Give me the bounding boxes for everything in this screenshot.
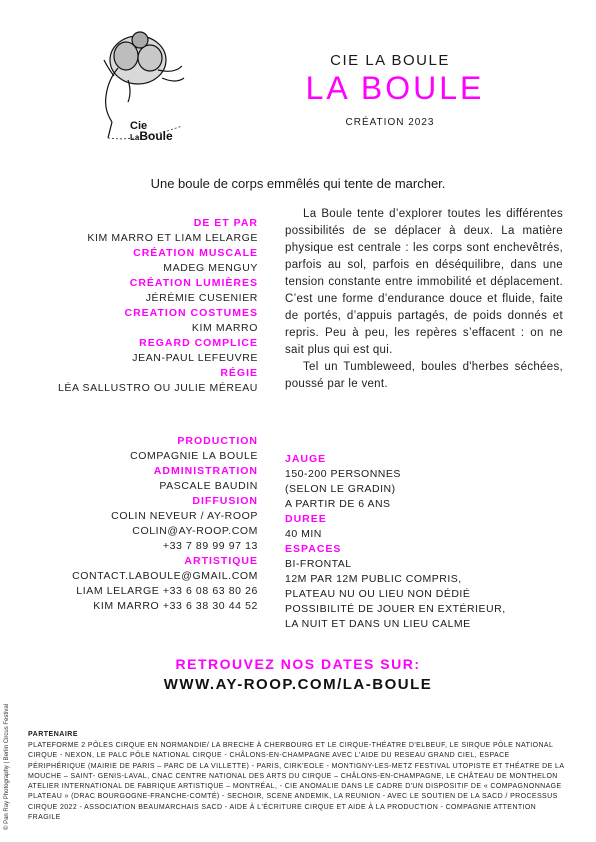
logo-wordmark — [130, 121, 173, 143]
credit-phone: KIM MARRO +33 6 38 30 44 52 — [93, 600, 258, 612]
info-line: POSSIBILITÉ DE JOUER EN EXTÉRIEUR, — [285, 603, 506, 615]
credit-name: MADEG MENGUY — [163, 262, 258, 274]
info-line: 40 MIN — [285, 528, 322, 540]
dates-heading: RETROUVEZ NOS DATES SUR: — [175, 656, 421, 672]
description-paragraph: La Boule tente d’explorer toutes les différentes possibilités de se déplacer à deux. La matière physique est centrale : les corps sont enchevêtrés, parfois au sol, parfois en déséquilibre, dans une tension constante entre immobilité et déplacement. C’est une forme d’endurance douce et fluide, faite de portés, d’appuis partagés, de poids donnés et repris. Peu à peu, les repères s’effacent : on ne sait plus qui est qui. — [285, 208, 563, 356]
photo-credit: © Pan Ray Photography | Berlin Circus Festival — [4, 703, 10, 830]
description-paragraph: Tel un Tumbleweed, boules d'herbes séchées, poussé par le vent. — [285, 361, 563, 390]
info-label: ESPACES — [285, 543, 342, 555]
info-line: BI-FRONTAL — [285, 558, 352, 570]
credits-artistic — [20, 216, 258, 396]
info-line: 12M PAR 12M PUBLIC COMPRIS, — [285, 573, 462, 585]
info-line: A PARTIR DE 6 ANS — [285, 498, 391, 510]
credit-name: LÉA SALLUSTRO OU JULIE MÉREAU — [57, 382, 258, 394]
company-name: CIE LA BOULE — [330, 52, 450, 69]
info-line: LA NUIT ET DANS UN LIEU CALME — [285, 618, 471, 630]
credit-role: PRODUCTION — [177, 435, 258, 447]
credit-role: RÉGIE — [220, 367, 258, 379]
logo-cie: Cie — [130, 120, 148, 132]
info-label: JAUGE — [285, 453, 327, 465]
credit-name: COLIN NEVEUR / AY-ROOP — [111, 510, 258, 522]
credit-email[interactable]: CONTACT.LABOULE@GMAIL.COM — [72, 570, 258, 582]
logo-boule: Boule — [139, 129, 173, 143]
credit-name: KIM MARRO — [191, 322, 258, 334]
credit-name: JEAN-PAUL LEFEUVRE — [132, 352, 258, 364]
credit-role: REGARD COMPLICE — [139, 337, 258, 349]
credit-role: ADMINISTRATION — [153, 465, 258, 477]
credit-role: DIFFUSION — [192, 495, 258, 507]
credit-role: CRÉATION LUMIÈRES — [129, 277, 258, 289]
partner-heading: PARTENAIRE — [28, 731, 78, 738]
credit-role: CREATION COSTUMES — [124, 307, 258, 319]
credit-email[interactable]: COLIN@AY-ROOP.COM — [132, 525, 258, 537]
credit-name: KIM MARRO ET LIAM LELARGE — [87, 232, 258, 244]
credit-role: CRÉATION MUSCALE — [133, 247, 258, 259]
info-label: DUREE — [285, 513, 327, 525]
logo-la: La — [130, 133, 140, 142]
show-description — [285, 206, 563, 393]
info-line: 150-200 PERSONNES — [285, 468, 401, 480]
credit-name: JÉRÉMIE CUSENIER — [145, 292, 258, 304]
credit-phone: +33 7 89 99 97 13 — [162, 540, 258, 552]
credits-production — [20, 434, 258, 614]
technical-info — [285, 452, 575, 632]
partner-text: PLATEFORME 2 PÔLES CIRQUE EN NORMANDIE/ LA BRECHE À CHERBOURG ET LE CIRQUE-THÉATRE D'ELBEUF, LE SIRQUE PÔLE NATIONAL CIRQUE - NEXON, LE PALC PÔLE NATIONAL CIRQUE - CHÂLONS-EN-CHAMPAGNE AVEC L'AIDE DU RESEAU GRAND CIEL, ESPACE PÉRIPHÉRIQUE (MAIRIE DE PARIS – PARC DE LA VILLETTE) - PARIS, CIRK'EOLE - MONTIGNY-LES-METZ FESTIVAL UTOPISTE ET THÉATRE DE LA MOUCHE – SAINT- GENIS-LAVAL, CNAC CENTRE NATIONAL DES ARTS DU CIRQUE – CHÂLONS-EN-CHAMPAGNE, LE CHÂTEAU DE MONTHELON ATELIER INTERNATIONAL DE FABRIQUE ARTISTIQUE – MONTRÉAL, - CIE ANOMALIE DANS LE CADRE D'UN DISPOSITIF DE « COMPAGNONNAGE PLATEAU » (DRAC BOURGOGNE-FRANCHE-COMTÉ) - SECHOIR, SCENE ANDEMIK, LA REUNION - AVEC LE SOUTIEN DE LA SACD / PROCESSUS CIRQUE 2022 - ASSOCIATION BEAUMARCHAIS SACD - AIDE À L'ÉCRITURE CIRQUE ET AIDE À LA PRODUCTION - COMPAGNIE ATTENTION FRAGILE — [28, 742, 565, 822]
creation-year: CRÉATION 2023 — [345, 117, 435, 128]
credit-role: ARTISTIQUE — [184, 555, 258, 567]
credit-role: DE ET PAR — [193, 217, 258, 229]
info-line: (SELON LE GRADIN) — [285, 483, 396, 495]
dates-link[interactable]: WWW.AY-ROOP.COM/LA-BOULE — [163, 676, 433, 693]
show-title: LA BOULE — [305, 70, 485, 106]
credit-name: PASCALE BAUDIN — [159, 480, 258, 492]
credit-phone: LIAM LELARGE +33 6 08 63 80 26 — [76, 585, 258, 597]
info-line: PLATEAU NU OU LIEU NON DÉDIÉ — [285, 588, 471, 600]
tagline: Une boule de corps emmêlés qui tente de marcher. — [150, 176, 446, 191]
credit-name: COMPAGNIE LA BOULE — [130, 450, 258, 462]
